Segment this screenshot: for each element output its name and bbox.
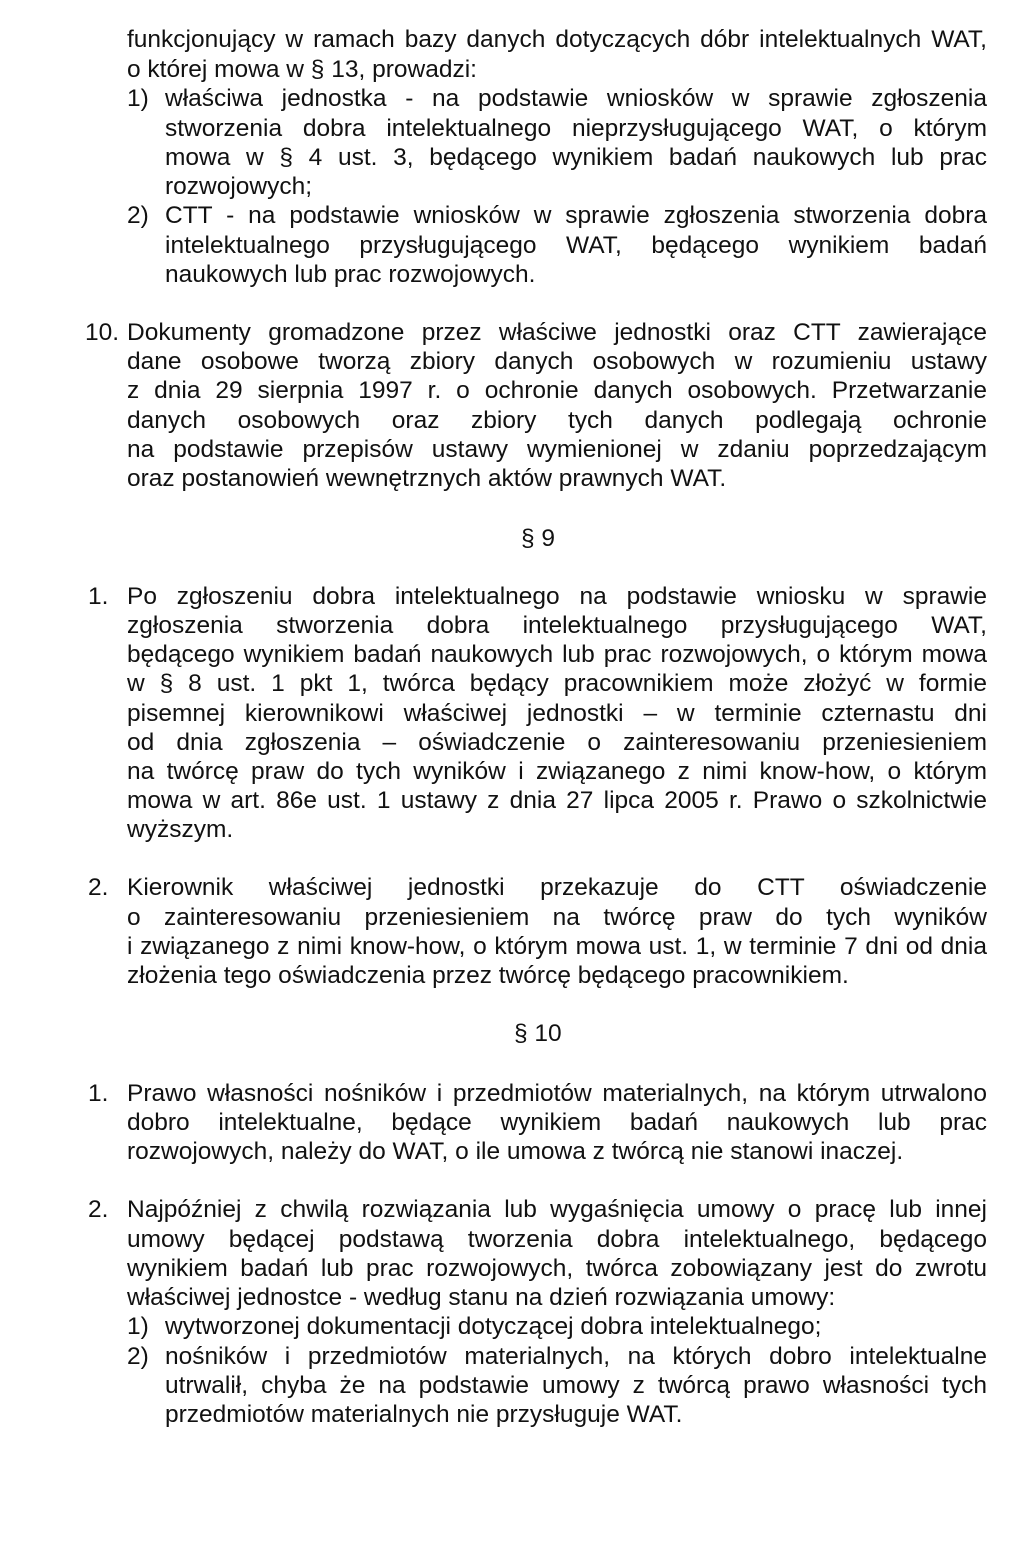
- section-item-line: właściwej jednostce - według stanu na dzień rozwiązania umowy:: [127, 1284, 836, 1311]
- subitem-line: przedmiotów materialnych nie przysługuje WAT.: [165, 1401, 683, 1428]
- section-item-number: 2.: [88, 874, 109, 901]
- section-item-line: Najpóźniej z chwilą rozwiązania lub wygaśnięcia umowy o pracę lub innej: [127, 1196, 987, 1223]
- section-item-line: pisemnej kierownikowi właściwej jednostki – w terminie czternastu dni: [127, 700, 987, 727]
- section-item-line: w § 8 ust. 1 pkt 1, twórca będący pracownikiem może złożyć w formie: [127, 670, 987, 697]
- section-item-line: będącego wynikiem badań naukowych lub prac rozwojowych, o którym mowa: [127, 641, 987, 668]
- point-line: z dnia 29 sierpnia 1997 r. o ochronie danych osobowych. Przetwarzanie: [127, 377, 987, 404]
- subitem-line: wytworzonej dokumentacji dotyczącej dobra intelektualnego;: [165, 1313, 822, 1340]
- section-item-line: o zainteresowaniu przeniesieniem na twórcę praw do tych wyników: [127, 904, 987, 931]
- list-item-number: 2): [127, 202, 149, 229]
- section-item-line: rozwojowych, należy do WAT, o ile umowa z twórcą nie stanowi inaczej.: [127, 1138, 904, 1165]
- list-item-line: intelektualnego przysługującego WAT, będącego wynikiem badań: [165, 232, 987, 259]
- point-line: oraz postanowień wewnętrznych aktów prawnych WAT.: [127, 465, 727, 492]
- list-item-line: mowa w § 4 ust. 3, będącego wynikiem badań naukowych lub prac: [165, 144, 987, 171]
- intro-line: o której mowa w § 13, prowadzi:: [127, 56, 477, 83]
- section-item-number: 1.: [88, 583, 109, 610]
- section-item-line: od dnia zgłoszenia – oświadczenie o zainteresowaniu przeniesieniem: [127, 729, 987, 756]
- section-item-number: 2.: [88, 1196, 109, 1223]
- section-heading: § 9: [521, 525, 556, 552]
- section-item-line: zgłoszenia stworzenia dobra intelektualnego przysługującego WAT,: [127, 612, 987, 639]
- subitem-number: 2): [127, 1343, 149, 1370]
- point-line: na podstawie przepisów ustawy wymienionej w zdaniu poprzedzającym: [127, 436, 987, 463]
- subitem-line: nośników i przedmiotów materialnych, na których dobro intelektualne: [165, 1343, 987, 1370]
- section-item-line: złożenia tego oświadczenia przez twórcę będącego pracownikiem.: [127, 962, 849, 989]
- list-item-number: 1): [127, 85, 149, 112]
- point-line: danych osobowych oraz zbiory tych danych podlegają ochronie: [127, 407, 987, 434]
- intro-line: funkcjonujący w ramach bazy danych dotyczących dóbr intelektualnych WAT,: [127, 26, 987, 53]
- section-item-line: umowy będącej podstawą tworzenia dobra intelektualnego, będącego: [127, 1226, 987, 1253]
- section-item-line: wyższym.: [127, 816, 234, 843]
- section-item-line: Kierownik właściwej jednostki przekazuje do CTT oświadczenie: [127, 874, 987, 901]
- list-item-line: rozwojowych;: [165, 173, 313, 200]
- section-item-line: Po zgłoszeniu dobra intelektualnego na podstawie wniosku w sprawie: [127, 583, 987, 610]
- section-item-line: i związanego z nimi know-how, o którym mowa ust. 1, w terminie 7 dni od dnia: [127, 933, 987, 960]
- section-item-line: wynikiem badań lub prac rozwojowych, twórca zobowiązany jest do zwrotu: [127, 1255, 987, 1282]
- section-item-line: dobro intelektualne, będące wynikiem badań naukowych lub prac: [127, 1109, 987, 1136]
- subitem-number: 1): [127, 1313, 149, 1340]
- section-item-number: 1.: [88, 1080, 109, 1107]
- point-line: Dokumenty gromadzone przez właściwe jednostki oraz CTT zawierające: [127, 319, 987, 346]
- section-item-line: mowa w art. 86e ust. 1 ustawy z dnia 27 lipca 2005 r. Prawo o szkolnictwie: [127, 787, 987, 814]
- section-item-line: Prawo własności nośników i przedmiotów materialnych, na którym utrwalono: [127, 1080, 987, 1107]
- section-item-line: na twórcę praw do tych wyników i związanego z nimi know-how, o którym: [127, 758, 987, 785]
- section-heading: § 10: [514, 1020, 562, 1047]
- subitem-line: utrwalił, chyba że na podstawie umowy z twórcą prawo własności tych: [165, 1372, 987, 1399]
- list-item-line: stworzenia dobra intelektualnego nieprzysługującego WAT, o którym: [165, 115, 987, 142]
- point-line: dane osobowe tworzą zbiory danych osobowych w rozumieniu ustawy: [127, 348, 987, 375]
- list-item-line: CTT - na podstawie wniosków w sprawie zgłoszenia stworzenia dobra: [165, 202, 987, 229]
- point-number: 10.: [85, 319, 120, 346]
- list-item-line: właściwa jednostka - na podstawie wniosków w sprawie zgłoszenia: [165, 85, 987, 112]
- list-item-line: naukowych lub prac rozwojowych.: [165, 261, 536, 288]
